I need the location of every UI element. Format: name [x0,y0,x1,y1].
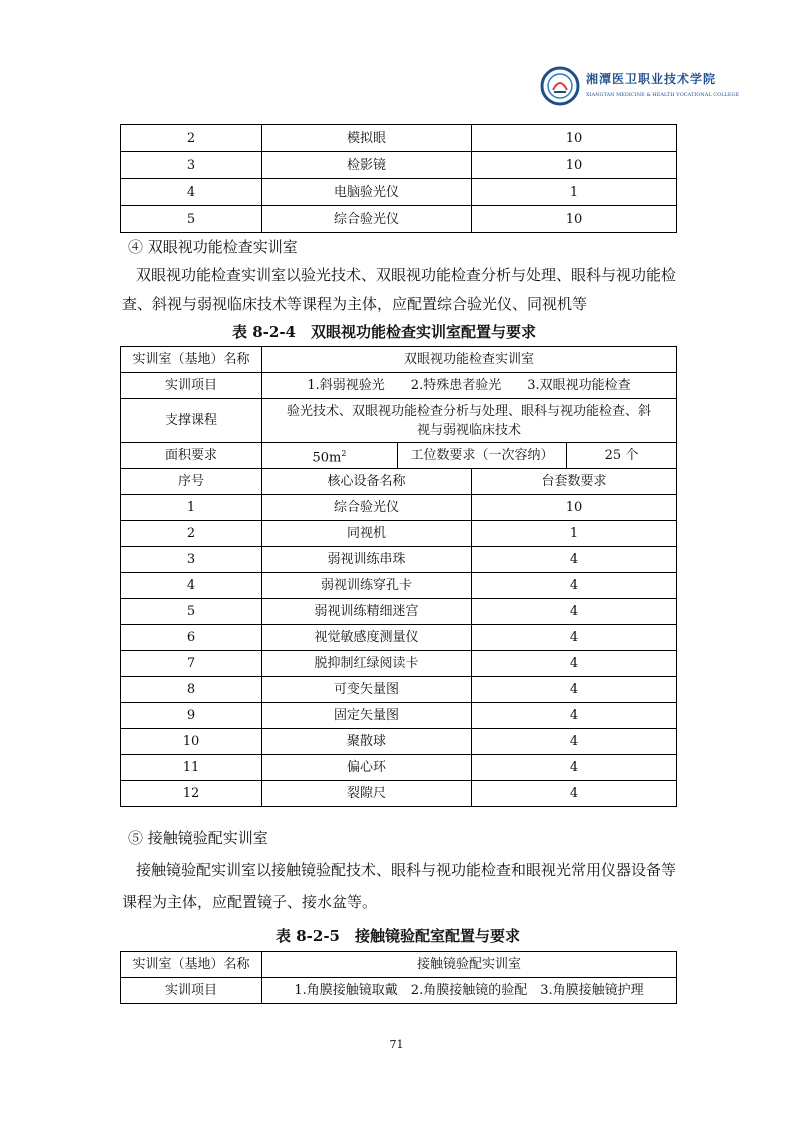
table-row [121,152,677,179]
table-row [121,651,677,677]
project-value: 1.角膜接触镜取戴 2.角膜接触镜的验配 3.角膜接触镜护理 [262,978,677,1004]
table-cell: 10 [472,206,677,233]
table-row [121,599,677,625]
lab-name-value: 接触镜验配实训室 [262,952,677,978]
paragraph-line: 课程为主体，应配置镜子、接水盆等。 [122,893,378,911]
table-cell: 4 [472,651,677,677]
table-row [121,495,677,521]
table-cell: 固定矢量图 [262,703,472,729]
lab-name-label: 实训室（基地）名称 [121,952,262,978]
table-row [121,677,677,703]
lab-name-label: 实训室（基地）名称 [121,347,262,373]
table-caption: 表 8-2-5 接触镜验配室配置与要求 [276,927,520,945]
course-label: 支撑课程 [121,399,262,443]
table-cell: 10 [472,152,677,179]
paragraph-line: 查、斜视与弱视临床技术等课程为主体，应配置综合验光仪、同视机等 [122,295,588,313]
table-cell: 同视机 [262,521,472,547]
table-cell: 4 [472,547,677,573]
table-cell: 3 [121,547,262,573]
table-cell: 弱视训练穿孔卡 [262,573,472,599]
section-heading-binocular-lab: ④ 双眼视功能检查实训室 [128,238,298,256]
project-value: 1.斜弱视验光 2.特殊患者验光 3.双眼视功能检查 [262,373,677,399]
page-number: 71 [389,1038,404,1051]
table-cell: 电脑验光仪 [262,179,472,206]
table-cell: 视觉敏感度测量仪 [262,625,472,651]
table-cell: 可变矢量图 [262,677,472,703]
table-cell: 8 [121,677,262,703]
table-caption: 表 8-2-4 双眼视功能检查实训室配置与要求 [232,323,536,341]
table-cell: 4 [472,729,677,755]
table-row [121,573,677,599]
table-cell: 4 [121,573,262,599]
paragraph-line: 双眼视功能检查实训室以验光技术、双眼视功能检查分析与处理、眼科与视功能检 [136,266,677,284]
table-cell: 1 [121,495,262,521]
table-cell: 4 [472,573,677,599]
table-row [121,179,677,206]
table-cell: 12 [121,781,262,807]
table-cell: 弱视训练串珠 [262,547,472,573]
paragraph-line: 接触镜验配实训室以接触镜验配技术、眼科与视功能检查和眼视光常用仪器设备等 [136,861,677,879]
table-cell: 综合验光仪 [262,495,472,521]
lab-name-value: 双眼视功能检查实训室 [262,347,677,373]
col-header-qty: 台套数要求 [472,469,677,495]
table-row [121,125,677,152]
table-cell: 裂隙尺 [262,781,472,807]
college-name-en: XIANGTAN MEDICINE & HEALTH VOCATIONAL COLLEGE [586,92,740,98]
table-cell: 脱抑制红绿阅读卡 [262,651,472,677]
table-cell: 4 [472,599,677,625]
table-cell: 模拟眼 [262,125,472,152]
table-cell: 5 [121,206,262,233]
project-label: 实训项目 [121,978,262,1004]
contact-lens-lab-config-table [120,951,677,1004]
table-row [121,729,677,755]
table-cell: 偏心环 [262,755,472,781]
binocular-lab-config-table [120,346,677,807]
course-line: 视与弱视临床技术 [417,422,522,438]
table-cell: 11 [121,755,262,781]
table-cell: 10 [472,495,677,521]
table-cell: 9 [121,703,262,729]
table-cell: 弱视训练精细迷宫 [262,599,472,625]
table-cell: 5 [121,599,262,625]
area-number: 50m [312,450,342,466]
area-value [262,443,398,469]
area-unit-superscript: 2 [341,448,347,458]
project-label: 实训项目 [121,373,262,399]
course-value [262,399,677,443]
table-row [121,547,677,573]
table-row [121,625,677,651]
table-cell: 2 [121,125,262,152]
table-cell: 4 [472,703,677,729]
table-cell: 6 [121,625,262,651]
table-row [121,755,677,781]
station-value: 25 个 [567,443,677,469]
college-logo [540,66,740,110]
table-cell: 10 [472,125,677,152]
table-cell: 4 [472,755,677,781]
table-row [121,521,677,547]
table-cell: 7 [121,651,262,677]
table-cell: 3 [121,152,262,179]
table-cell: 4 [472,781,677,807]
area-label: 面积要求 [121,443,262,469]
table-row [121,206,677,233]
table-cell: 4 [472,677,677,703]
table-cell: 4 [121,179,262,206]
station-label: 工位数要求（一次容纳） [398,443,567,469]
col-header-no: 序号 [121,469,262,495]
equipment-table-continued [120,124,677,233]
table-row [121,781,677,807]
course-line: 验光技术、双眼视功能检查分析与处理、眼科与视功能检查、斜 [287,403,652,419]
table-cell: 10 [121,729,262,755]
table-cell: 2 [121,521,262,547]
table-cell: 检影镜 [262,152,472,179]
college-emblem-icon [540,66,580,106]
table-cell: 1 [472,521,677,547]
table-cell: 1 [472,179,677,206]
col-header-device: 核心设备名称 [262,469,472,495]
table-row [121,703,677,729]
section-heading-contact-lens-lab: ⑤ 接触镜验配实训室 [128,829,268,847]
table-cell: 4 [472,625,677,651]
college-name-cn: 湘潭医卫职业技术学院 [586,72,717,86]
table-cell: 综合验光仪 [262,206,472,233]
table-cell: 聚散球 [262,729,472,755]
